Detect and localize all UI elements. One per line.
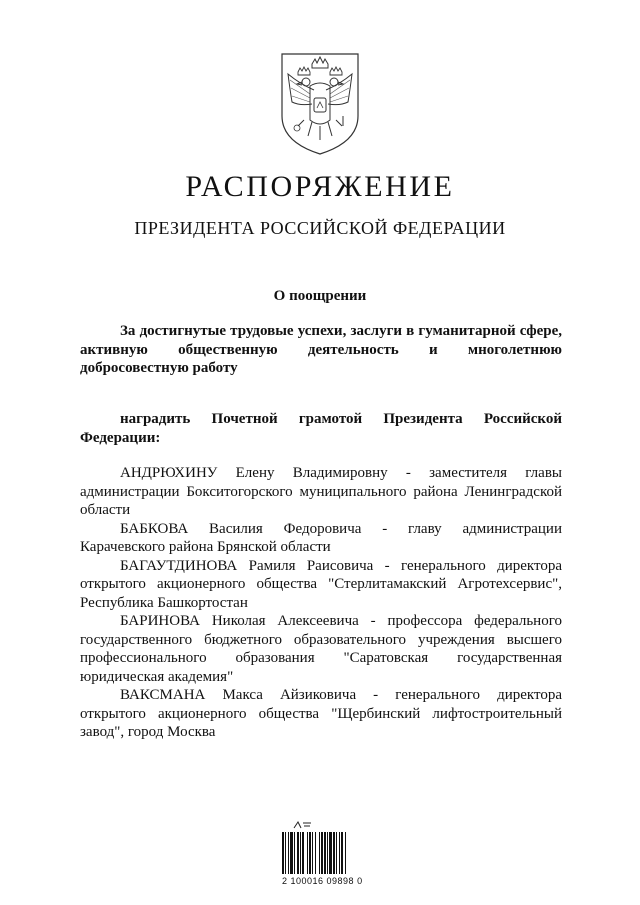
state-emblem xyxy=(274,50,366,158)
award-entry: БАРИНОВА Николая Алексеевича - профессора федерального государственного бюджетного образовательного учреждения высшего профессионального образования "Саратовская государственная юридическая академия" xyxy=(80,613,562,685)
double-headed-eagle-icon xyxy=(274,50,366,158)
award-list xyxy=(80,464,562,742)
document-subtitle: ПРЕЗИДЕНТА РОССИЙСКОЙ ФЕДЕРАЦИИ xyxy=(134,218,506,238)
barcode-number: 2 100016 09898 0 xyxy=(282,876,363,886)
barcode xyxy=(282,820,372,886)
award-entry: БАБКОВА Василия Федоровича - главу администрации Карачевского района Брянской области xyxy=(80,520,562,555)
award-entry: ВАКСМАНА Макса Айзиковича - генерального директора открытого акционерного общества "Щербинский лифтостроительный завод", город Москва xyxy=(80,687,562,740)
award-text: наградить Почетной грамотой Президента Российской Федерации: xyxy=(80,411,562,446)
document-title: РАСПОРЯЖЕНИЕ xyxy=(185,170,455,203)
intro-text: За достигнутые трудовые успехи, заслуги в гуманитарной сфере, активную общественную деятельность и многолетнюю добросовестную работу xyxy=(80,323,562,376)
award-entry: АНДРЮХИНУ Елену Владимировну - заместителя главы администрации Бокситогорского муниципального района Ленинградской области xyxy=(80,465,562,518)
barcode-bars xyxy=(282,832,368,874)
document-heading: О поощрении xyxy=(273,288,367,304)
intro-paragraph xyxy=(80,322,562,378)
award-entry: БАГАУТДИНОВА Рамиля Раисовича - генерального директора открытого акционерного общества "Стерлитамакский Агротехсервис", Республика Башкортостан xyxy=(80,557,562,611)
award-paragraph xyxy=(80,410,562,447)
